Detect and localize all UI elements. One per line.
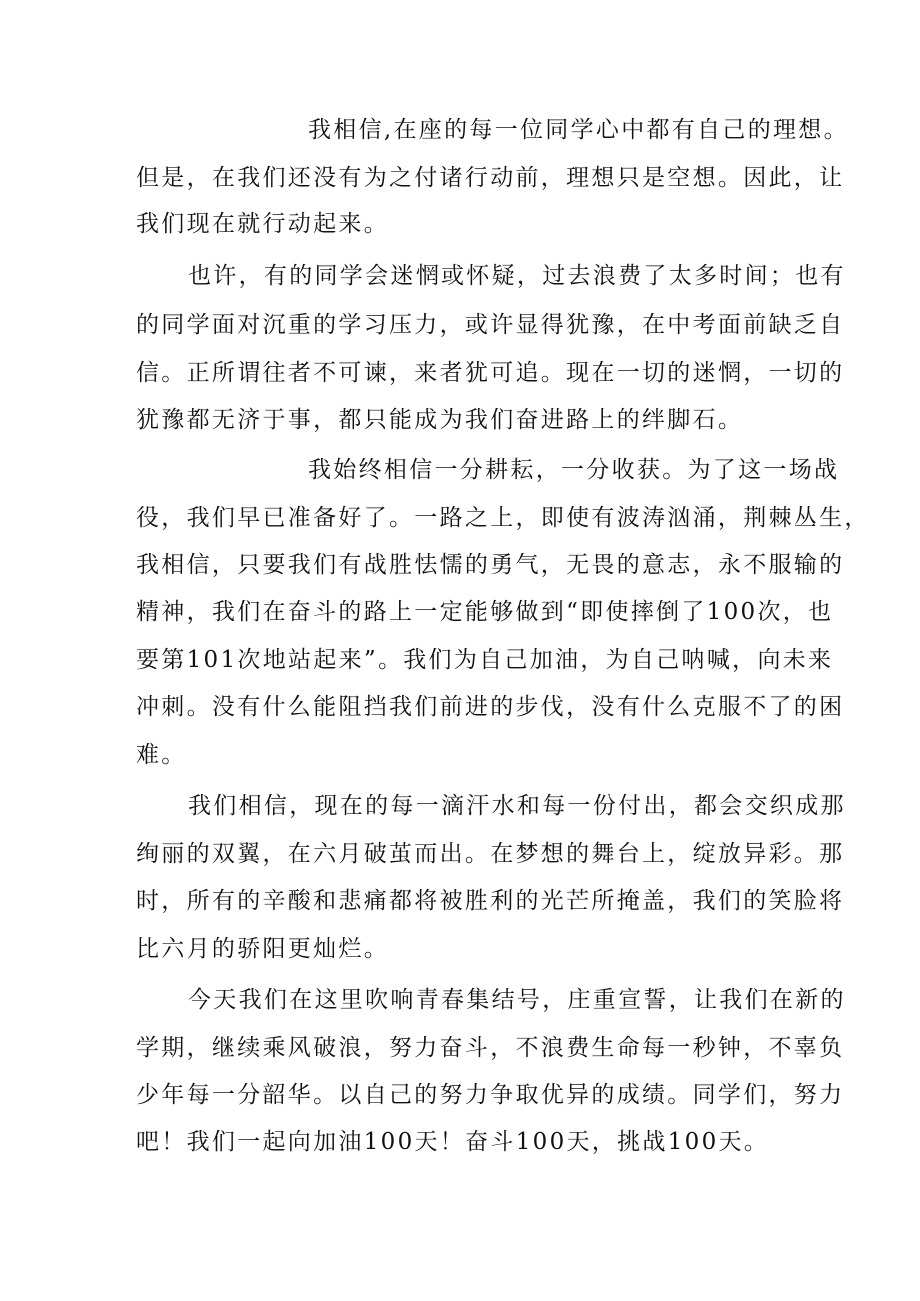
text-line: 吧！我们一起向加油100天！奋斗100天，挑战100天。 <box>136 1129 770 1155</box>
text-line: 但是，在我们还没有为之付诸行动前，理想只是空想。因此，让 <box>136 165 845 191</box>
text-line: 要第101次地站起来”。我们为自己加油，为自己呐喊，向未来 <box>136 647 834 673</box>
text-line: 绚丽的双翼，在六月破茧而出。在梦想的舞台上，绽放异彩。那 <box>136 841 845 867</box>
text-line: 学期，继续乘风破浪，努力奋斗，不浪费生命每一秒钟，不辜负 <box>136 1035 845 1061</box>
text-line: 我们现在就行动起来。 <box>136 211 389 237</box>
text-line: 犹豫都无济于事，都只能成为我们奋进路上的绊脚石。 <box>136 407 744 433</box>
text-line: 我们相信，现在的每一滴汗水和每一份付出，都会交织成那 <box>188 793 846 819</box>
text-line: 比六月的骄阳更灿烂。 <box>136 936 389 962</box>
text-line: 精神，我们在奋斗的路上一定能够做到“即使摔倒了100次，也 <box>136 599 834 625</box>
text-line: 我相信，只要我们有战胜怯懦的勇气，无畏的意志，永不服输的 <box>136 552 845 578</box>
text-line: 少年每一分韶华。以自己的努力争取优异的成绩。同学们，努力 <box>136 1082 845 1108</box>
text-line: 役，我们早已准备好了。一路之上，即使有波涛汹涌，荆棘丛生， <box>136 505 870 531</box>
text-line: 今天我们在这里吹响青春集结号，庄重宣誓，让我们在新的 <box>188 987 846 1013</box>
text-line: 难。 <box>136 742 187 768</box>
text-line: 时，所有的辛酸和悲痛都将被胜利的光芒所掩盖，我们的笑脸将 <box>136 888 845 914</box>
text-line: 的同学面对沉重的学习压力，或许显得犹豫，在中考面前缺乏自 <box>136 312 845 338</box>
text-line: 也许，有的同学会迷惘或怀疑，过去浪费了太多时间；也有 <box>188 263 846 289</box>
text-line: 冲刺。没有什么能阻挡我们前进的步伐，没有什么克服不了的困 <box>136 694 845 720</box>
text-line: 我始终相信一分耕耘，一分收获。为了这一场战 <box>308 457 840 483</box>
text-line: 信。正所谓往者不可谏，来者犹可追。现在一切的迷惘，一切的 <box>136 360 845 386</box>
text-line: 我相信,在座的每一位同学心中都有自己的理想。 <box>308 117 849 143</box>
